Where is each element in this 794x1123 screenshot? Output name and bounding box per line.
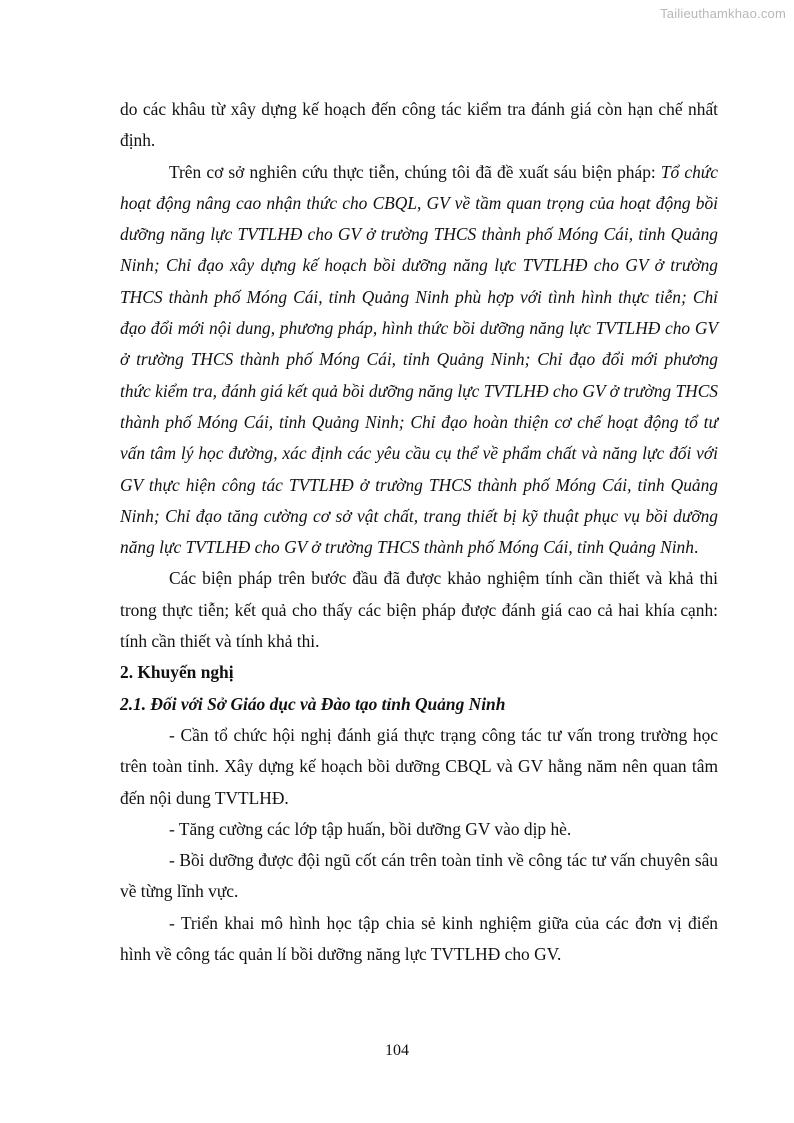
recommendation-item: - Triển khai mô hình học tập chia sẻ kinh nghiệm giữa của các đơn vị điển hình về công tác quản lí bồi dưỡng năng lực TVTLHĐ cho GV. bbox=[120, 912, 718, 965]
watermark: Tailieuthamkhao.com bbox=[660, 6, 786, 21]
section-heading: 2. Khuyến nghị bbox=[120, 662, 234, 683]
measures-intro-text: Trên cơ sở nghiên cứu thực tiễn, chúng tôi đã đề xuất sáu biện pháp: bbox=[169, 161, 661, 182]
paragraph-proposed-measures bbox=[120, 157, 718, 564]
paragraph-evaluation: Các biện pháp trên bước đầu đã được khảo nghiệm tính cần thiết và khả thi trong thực tiễn; kết quả cho thấy các biện pháp được đánh giá cao cả hai khía cạnh: tính cần thiết và tính khả thi. bbox=[120, 568, 718, 652]
recommendation-item: - Tăng cường các lớp tập huấn, bồi dưỡng GV vào dịp hè. bbox=[169, 818, 572, 839]
recommendation-item: - Bồi dưỡng được đội ngũ cốt cán trên toàn tỉnh về công tác tư vấn chuyên sâu về từng lĩnh vực. bbox=[120, 850, 718, 902]
measures-list-italic: Tổ chức hoạt động nâng cao nhận thức cho CBQL, GV về tầm quan trọng của hoạt động bồi dưỡng năng lực TVTLHĐ cho GV ở trường THCS thành phố Móng Cái, tỉnh Quảng Ninh; Chỉ đạo xây dựng kế hoạch bồi dưỡng năng lực TVTLHĐ cho GV ở trường THCS thành phố Móng Cái, tỉnh Quảng Ninh phù hợp với tình hình thực tiễn; Chỉ đạo đổi mới nội dung, phương pháp, hình thức bồi dưỡng năng lực TVTLHĐ cho GV ở trường THCS thành phố Móng Cái, tỉnh Quảng Ninh; Chỉ đạo đổi mới phương thức kiểm tra, đánh giá kết quả bồi dưỡng năng lực TVTLHĐ cho GV ở trường THCS thành phố Móng Cái, tỉnh Quảng Ninh; Chỉ đạo hoàn thiện cơ chế hoạt động tổ tư vấn tâm lý học đường, xác định các yêu cầu cụ thể về phẩm chất và năng lực đối với GV thực hiện công tác TVTLHĐ ở trường THCS thành phố Móng Cái, tỉnh Quảng Ninh; Chỉ đạo tăng cường cơ sở vật chất, trang thiết bị kỹ thuật phục vụ bồi dưỡng năng lực TVTLHĐ cho GV ở trường THCS thành phố Móng Cái, tỉnh Quảng Ninh bbox=[120, 161, 719, 558]
measures-period: . bbox=[693, 537, 699, 558]
document-body bbox=[120, 94, 718, 970]
page-number: 104 bbox=[385, 1042, 409, 1059]
subsection-heading: 2.1. Đối với Sở Giáo dục và Đào tạo tỉnh Quảng Ninh bbox=[120, 693, 506, 714]
recommendation-item: - Cần tổ chức hội nghị đánh giá thực trạng công tác tư vấn trong trường học trên toàn tỉnh. Xây dựng kế hoạch bồi dưỡng CBQL và GV hằng năm nên quan tâm đến nội dung TVTLHĐ. bbox=[120, 724, 718, 808]
paragraph-continuation: do các khâu từ xây dựng kế hoạch đến công tác kiểm tra đánh giá còn hạn chế nhất định. bbox=[120, 99, 718, 151]
